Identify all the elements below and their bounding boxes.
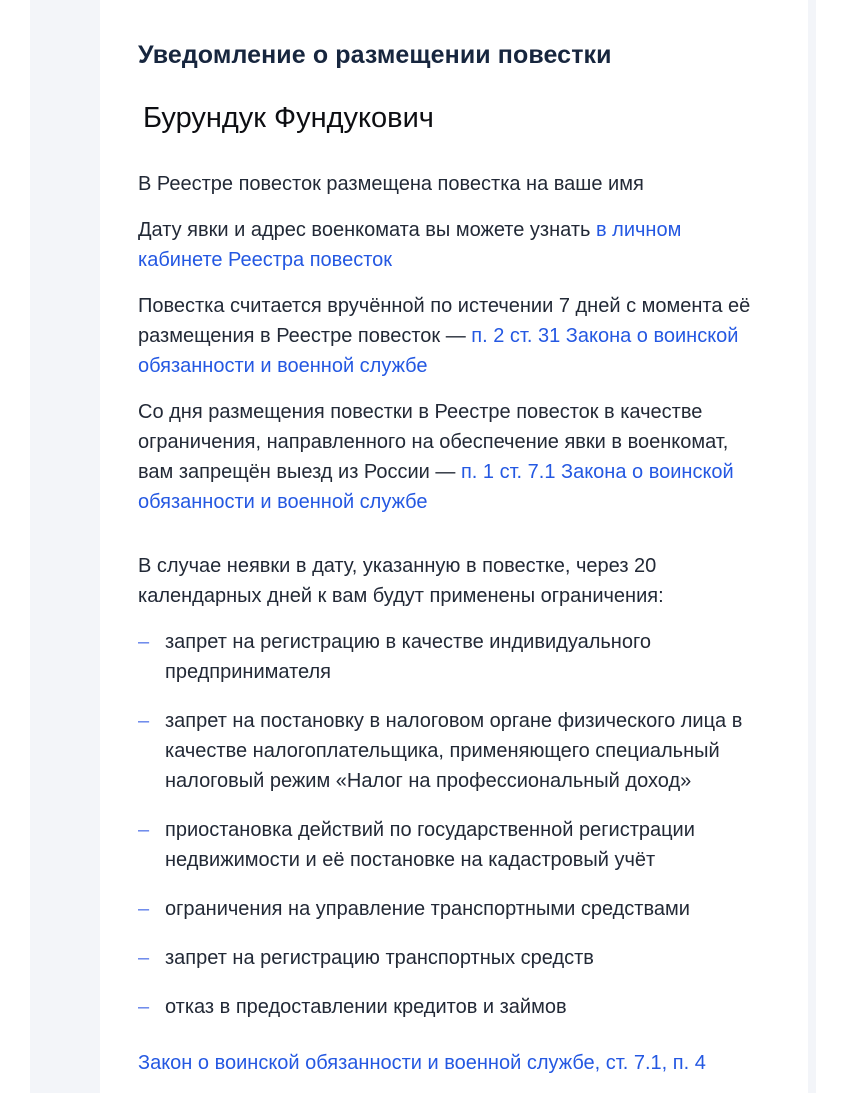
law-article-7-1-link[interactable]: п. 1 ст. 7.1 Закона о воинской обязанности и военной службе [138,461,734,513]
paragraph-travel-ban [138,397,768,517]
paragraph-no-show-warning: В случае неявки в дату, указанную в повестке, через 20 календарных дней к вам будут применены ограничения: [138,555,664,607]
personal-cabinet-link[interactable]: в личном кабинете Реестра повесток [138,219,682,271]
notification-card [100,0,808,1093]
paragraph-text: Дату явки и адрес военкомата вы можете узнать [138,219,596,241]
dash-bullet-icon: – [138,710,150,732]
paragraph-text: Со дня размещения повестки в Реестре повесток в качестве ограничения, направленного на обеспечение явки в военкомат, вам запрещён выезд из России — [138,401,729,483]
restrictions-list [138,627,768,1022]
dash-bullet-icon: – [138,947,150,969]
law-article-31-link[interactable]: п. 2 ст. 31 Закона о воинской обязанности и военной службе [138,325,739,377]
notification-title: Уведомление о размещении повестки [138,41,612,69]
dash-bullet-icon: – [138,898,150,920]
dash-bullet-icon: – [138,819,150,841]
restriction-item-text: запрет на постановку в налоговом органе физического лица в качестве налогоплательщика, применяющего специальный налоговый режим «Налог на профессиональный доход» [165,710,743,792]
restriction-item [138,627,768,687]
restriction-item-text: запрет на регистрацию транспортных средств [165,947,594,969]
restriction-item-text: ограничения на управление транспортными средствами [165,898,690,920]
email-background [30,0,816,1093]
restriction-item-text: приостановка действий по государственной регистрации недвижимости и её постановке на кадастровый учёт [165,819,695,871]
paragraph-intro: В Реестре повесток размещена повестка на ваше имя [138,173,644,195]
paragraph-text: Повестка считается вручённой по истечении 7 дней с момента её размещения в Реестре повесток — [138,295,751,347]
dash-bullet-icon: – [138,631,150,653]
dash-bullet-icon: – [138,996,150,1018]
footer-link-paragraph [138,1048,768,1078]
law-footer-link[interactable]: Закон о воинской обязанности и военной службе, ст. 7.1, п. 4 [138,1052,706,1074]
restriction-item-text: отказ в предоставлении кредитов и займов [165,996,567,1018]
restriction-item [138,706,768,796]
paragraph-delivery-rule [138,291,768,381]
restriction-item [138,992,768,1022]
recipient-name: Бурундук Фундукович [143,102,434,134]
restriction-item [138,894,768,924]
restriction-item [138,815,768,875]
restriction-item [138,943,768,973]
paragraph-summons-date [138,215,768,275]
restriction-item-text: запрет на регистрацию в качестве индивидуального предпринимателя [165,631,651,683]
